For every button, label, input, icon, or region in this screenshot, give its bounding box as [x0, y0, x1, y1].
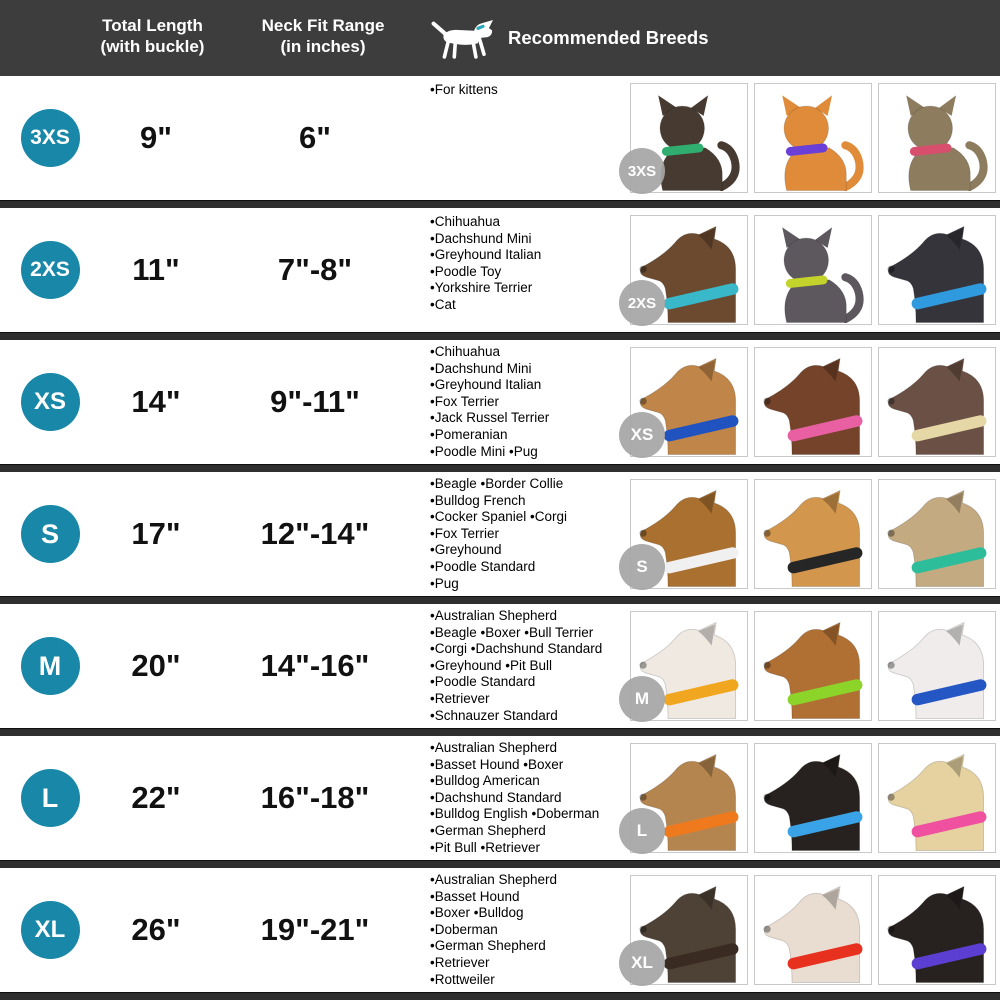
row-divider: [0, 860, 1000, 868]
photo-strip: [628, 472, 1000, 596]
recommended-breeds-header: Recommended Breeds: [508, 27, 709, 48]
breed-item: •Fox Terrier: [430, 393, 499, 409]
neck-fit-value: 6": [299, 120, 331, 155]
total-length-value: 11": [132, 252, 180, 287]
size-row: [0, 604, 1000, 728]
photo-size-badge: L: [619, 808, 665, 854]
dog-silhouette: [760, 486, 867, 588]
breed-list: [418, 736, 628, 860]
dog-silhouette: [884, 486, 991, 588]
breed-item: •Australian Shepherd: [430, 608, 558, 623]
photo-german-shepherd: [630, 875, 748, 985]
breed-item: •Retriever: [430, 690, 490, 706]
pointing-dog-collar-icon: [430, 15, 502, 61]
photo-size-badge: 3XS: [619, 148, 665, 194]
size-badge-cell: [0, 472, 100, 596]
photo-size-badge: XL: [619, 940, 665, 986]
breed-list: [418, 340, 628, 464]
neck-fit-value: 14"-16": [260, 648, 370, 683]
neck-fit-value: 9"-11": [270, 384, 360, 419]
breed-list: [418, 604, 628, 728]
breed-item: •Poodle Mini •Pug: [430, 443, 538, 459]
breed-item: •Cocker Spaniel •Corgi: [430, 509, 568, 525]
row-divider: [0, 728, 1000, 736]
photo-pug: [878, 479, 996, 589]
neck-fit-value: 16"-18": [260, 780, 370, 815]
breed-item: •Bulldog American: [430, 773, 540, 789]
breed-item: •Poodle Standard: [430, 558, 536, 574]
size-badge: M: [21, 637, 80, 695]
total-length-header-line2: (with buckle): [100, 37, 205, 56]
size-row: [0, 340, 1000, 464]
breed-item: •For kittens: [430, 82, 498, 97]
size-badge-cell: [0, 604, 100, 728]
photo-dark-kitten: [627, 83, 748, 193]
size-row: [0, 208, 1000, 332]
dog-silhouette: [884, 750, 991, 852]
breed-item: •Corgi •Dachshund Standard: [430, 641, 603, 657]
breed-item: •Greyhound Italian: [430, 247, 542, 263]
neck-fit-header-line2: (in inches): [280, 37, 366, 56]
breed-list: [418, 76, 628, 200]
breed-item: •Pomeranian: [430, 426, 508, 442]
photo-bulldog: [754, 875, 872, 985]
dog-silhouette: [884, 618, 991, 720]
breed-item: •Dachshund Mini: [430, 230, 532, 246]
dog-silhouette: [760, 618, 867, 720]
breed-item: •Greyhound Italian: [430, 377, 542, 393]
photo-strip: [628, 736, 1000, 860]
photo-bull-terrier: [630, 611, 748, 721]
size-badge: XS: [21, 373, 80, 431]
photo-boston-terrier: [878, 215, 996, 325]
photo-gray-cat: [754, 215, 872, 325]
breed-list: [418, 868, 628, 992]
breed-item: •Poodle Standard: [430, 674, 536, 690]
photo-strip: [628, 208, 1000, 332]
neck-fit-header-line1: Neck Fit Range: [261, 16, 385, 35]
size-badge-cell: [0, 868, 100, 992]
photo-miniature-pinscher: [754, 347, 872, 457]
breed-item: •Retriever: [430, 954, 490, 970]
size-badge-cell: [0, 340, 100, 464]
breed-item: •Cat: [430, 296, 456, 312]
size-row: [0, 736, 1000, 860]
breed-item: •German Shepherd: [430, 822, 546, 838]
breed-item: •Poodle Toy: [430, 263, 502, 279]
photo-size-badge: 2XS: [619, 280, 665, 326]
breed-item: •Greyhound •Pit Bull: [430, 657, 553, 673]
photo-size-badge: XS: [619, 412, 665, 458]
photo-orange-kitten: [754, 83, 872, 193]
photo-tabby-kitten: [878, 83, 996, 193]
cat-silhouette: [760, 222, 867, 324]
breed-list: [418, 472, 628, 596]
breed-item: •Beagle •Border Collie: [430, 476, 564, 491]
breed-item: •Dachshund Mini: [430, 360, 532, 376]
photo-jack-russell: [630, 347, 748, 457]
size-badge: S: [21, 505, 80, 563]
total-length-value: 26": [131, 912, 181, 947]
row-divider: [0, 332, 1000, 340]
dog-silhouette: [760, 750, 867, 852]
breed-item: •Bulldog English •Doberman: [430, 806, 600, 822]
breed-item: •Pug: [430, 575, 459, 591]
breed-item: •Basset Hound: [430, 888, 520, 904]
size-badge: XL: [21, 901, 80, 959]
size-badge-cell: [0, 736, 100, 860]
total-length-value: 20": [131, 648, 181, 683]
breed-item: •Rottweiler: [430, 971, 495, 987]
dog-silhouette: [884, 354, 991, 456]
row-divider: [0, 464, 1000, 472]
breed-item: •Yorkshire Terrier: [430, 280, 533, 296]
size-row: [0, 472, 1000, 596]
size-badge: L: [21, 769, 80, 827]
size-row: [0, 868, 1000, 992]
size-rows: [0, 76, 1000, 1000]
breed-item: •Beagle •Boxer •Bull Terrier: [430, 624, 594, 640]
total-length-value: 17": [131, 516, 181, 551]
breed-item: •Dachshund Standard: [430, 789, 562, 805]
photo-dalmatian: [878, 611, 996, 721]
dog-silhouette: [884, 222, 991, 324]
dog-silhouette: [884, 882, 991, 984]
dog-silhouette: [760, 882, 867, 984]
total-length-value: 14": [131, 384, 181, 419]
breed-item: •Schnauzer Standard: [430, 707, 558, 723]
breed-item: •Pit Bull •Retriever: [430, 839, 540, 855]
breed-item: •Fox Terrier: [430, 525, 499, 541]
cat-silhouette: [760, 90, 867, 192]
row-divider: [0, 992, 1000, 1000]
total-length-value: 9": [140, 120, 172, 155]
dog-silhouette: [760, 354, 867, 456]
size-row: [0, 76, 1000, 200]
neck-fit-value: 19"-21": [260, 912, 370, 947]
row-divider: [0, 200, 1000, 208]
photo-strip: [628, 340, 1000, 464]
breed-list: [418, 208, 628, 332]
total-length-header: [55, 15, 250, 57]
photo-rottweiler: [878, 875, 996, 985]
cat-silhouette: [884, 90, 991, 192]
photo-strip: [628, 604, 1000, 728]
photo-doberman: [754, 743, 872, 853]
breed-item: •Bulldog French: [430, 492, 526, 508]
size-badge: 3XS: [21, 109, 80, 167]
chart-header: [0, 0, 1000, 76]
photo-beagle: [630, 479, 748, 589]
total-length-header-line1: Total Length: [102, 16, 203, 35]
photo-pit-bull: [630, 743, 748, 853]
breed-item: •German Shepherd: [430, 938, 546, 954]
photo-strip: [628, 868, 1000, 992]
breed-item: •Chihuahua: [430, 344, 501, 359]
breed-item: •Jack Russel Terrier: [430, 410, 550, 426]
breed-item: •Australian Shepherd: [430, 740, 558, 755]
total-length-value: 22": [131, 780, 181, 815]
neck-fit-header: [228, 15, 418, 57]
photo-size-badge: S: [619, 544, 665, 590]
photo-yorkshire-terrier: [627, 215, 748, 325]
photo-strip: [628, 76, 1000, 200]
photo-labrador: [878, 743, 996, 853]
neck-fit-value: 12"-14": [260, 516, 370, 551]
row-divider: [0, 596, 1000, 604]
breed-item: •Doberman: [430, 921, 498, 937]
size-badge: 2XS: [21, 241, 80, 299]
size-badge-cell: [0, 76, 100, 200]
photo-dachshund: [878, 347, 996, 457]
breed-item: •Basset Hound •Boxer: [430, 756, 564, 772]
breed-item: •Australian Shepherd: [430, 872, 558, 887]
photo-boxer: [754, 611, 872, 721]
photo-corgi: [754, 479, 872, 589]
breed-item: •Boxer •Bulldog: [430, 905, 524, 921]
breed-item: •Chihuahua: [430, 214, 501, 229]
photo-size-badge: M: [619, 676, 665, 722]
neck-fit-value: 7"-8": [277, 252, 353, 287]
size-badge-cell: [0, 208, 100, 332]
breed-item: •Greyhound: [430, 542, 502, 558]
